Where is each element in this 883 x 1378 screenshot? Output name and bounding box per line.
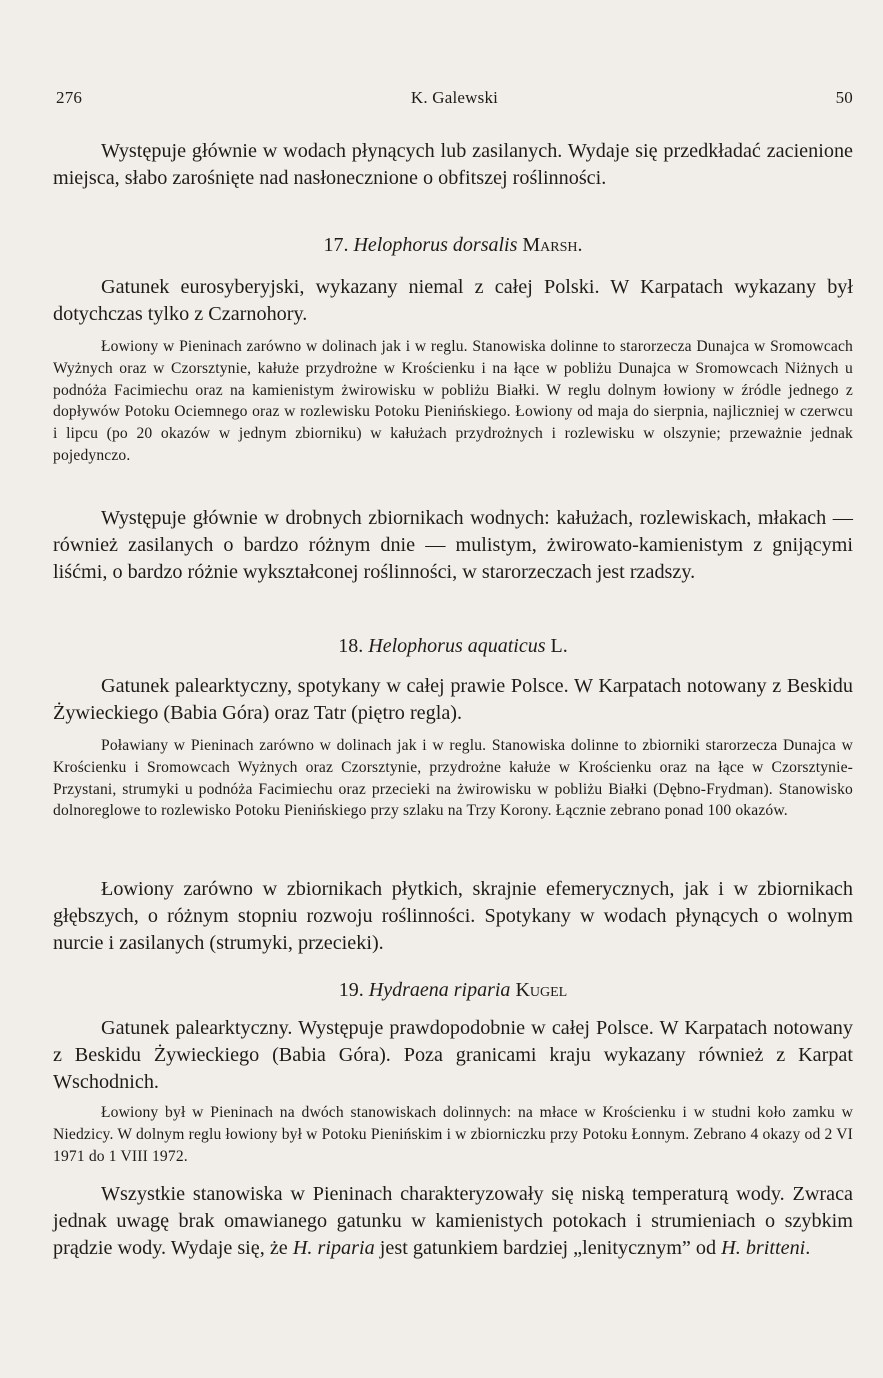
species-name: Helophorus dorsalis <box>353 234 518 256</box>
paragraph-distribution-18: Gatunek palearktyczny, spotykany w całej prawie Polsce. W Karpatach notowany z Beskidu Żywieckiego (Babia Góra) oraz Tatr (piętro regla). <box>53 675 853 724</box>
text-segment: . <box>805 1237 811 1259</box>
paragraph-ecology-17: Występuje głównie w drobnych zbiornikach wodnych: kałużach, rozlewiskach, młakach — również zasilanych o bardzo różnym dnie — mulistym, żwirowato-kamienistym z gnijącymi liśćmi, o bardzo różnie wykształconej roślinności, w starorzeczach jest rzadszy. <box>53 507 853 583</box>
paragraph-records-17: Łowiony w Pieninach zarówno w dolinach jak i w reglu. Stanowiska dolinne to starorzecza Dunajca w Sromowcach Wyżnych oraz w Czorsztynie, kałuże przydrożne w Krościenku i na łące w pobliżu Dunajca w Sromowcach Niżnych u podnóża Facimiechu oraz na kamienistym żwirowisku w pobliżu Białki. W reglu dolnym łowiony w źródle jednego z dopływów Potoku Ociemnego oraz w rozlewisku Potoku Pienińskiego. Łowiony od maja do sierpnia, najliczniej w czerwcu i lipcu (po 20 okazów w jednym zbiorniku) w kałużach przydrożnych i rozlewisku w olszynie; przeważnie jednak pojedynczo. <box>53 338 853 464</box>
species-author: Marsh. <box>522 234 583 256</box>
paragraph-ecology-18: Łowiony zarówno w zbiornikach płytkich, skrajnie efemerycznych, jak i w zbiornikach głębszych, o różnym stopniu rozwoju roślinności. Spotykany w wodach płynących o wolnym nurcie i zasilanych (strumyki, przecieki). <box>53 878 853 954</box>
species-number: 19. <box>338 979 364 1001</box>
species-heading-19 <box>53 977 853 1003</box>
species-name: Helophorus aquaticus <box>368 635 546 657</box>
paragraph-habitat-16: Występuje głównie w wodach płynących lub zasilanych. Wydaje się przedkładać zacienione miejsca, słabo zarośnięte nad nasłonecznione o obfitszej roślinności. <box>53 140 853 189</box>
page-number: 276 <box>56 88 83 107</box>
species-abbrev: H. britteni <box>721 1237 806 1259</box>
species-number: 18. <box>338 635 364 657</box>
volume-number: 50 <box>835 88 853 107</box>
text-segment: jest gatunkiem bardziej „lenitycznym” od <box>374 1237 722 1259</box>
species-number: 17. <box>323 234 349 256</box>
species-name: Hydraena riparia <box>368 979 511 1001</box>
paragraph-ecology-19 <box>53 1181 853 1262</box>
species-author: Kugel <box>515 979 568 1001</box>
species-abbrev: H. riparia <box>292 1237 375 1259</box>
species-heading-18 <box>53 633 853 659</box>
paragraph-records-18: Poławiany w Pieninach zarówno w dolinach jak i w reglu. Stanowiska dolinne to zbiorniki starorzecza Dunajca w Krościenku i Sromowcach Wyżnych oraz Czorsztynie, przydrożne kałuże w Krościenku oraz na łące w Czorsztynie-Przystani, strumyki u podnóża Facimiechu oraz przecieki na żwirowisku w pobliżu Białki (Dębno-Frydman). Stanowisko dolnoreglowe to rozlewisko Potoku Pienińskiego przy szlaku na Trzy Korony. Łącznie zebrano ponad 100 okazów. <box>53 737 853 820</box>
species-heading-17 <box>53 232 853 258</box>
paragraph-distribution-19: Gatunek palearktyczny. Występuje prawdopodobnie w całej Polsce. W Karpatach notowany z Beskidu Żywieckiego (Babia Góra). Poza granicami kraju wykazany również z Karpat Wschodnich. <box>53 1017 853 1093</box>
paragraph-distribution-17: Gatunek eurosyberyjski, wykazany niemal z całej Polski. W Karpatach wykazany był dotychczas tylko z Czarnohory. <box>53 276 853 325</box>
species-author: L. <box>550 635 568 657</box>
text-segment: Wszystkie stanowiska w Pieninach charakteryzowały się niską temperaturą wody. Zwraca jednak uwagę brak omawianego gatunku w kamienistych potokach i strumieniach o szybkim prądzie wody. Wydaje się, że <box>53 1183 853 1259</box>
running-head <box>56 88 853 110</box>
paragraph-records-19: Łowiony był w Pieninach na dwóch stanowiskach dolinnych: na młace w Krościenku i w studni koło zamku w Niedzicy. W dolnym reglu łowiony był w Potoku Pienińskim i w zbiorniczku przy Potoku Łonnym. Zebrano 4 okazy od 2 VI 1971 do 1 VIII 1972. <box>53 1104 853 1165</box>
running-author: K. Galewski <box>410 88 499 107</box>
